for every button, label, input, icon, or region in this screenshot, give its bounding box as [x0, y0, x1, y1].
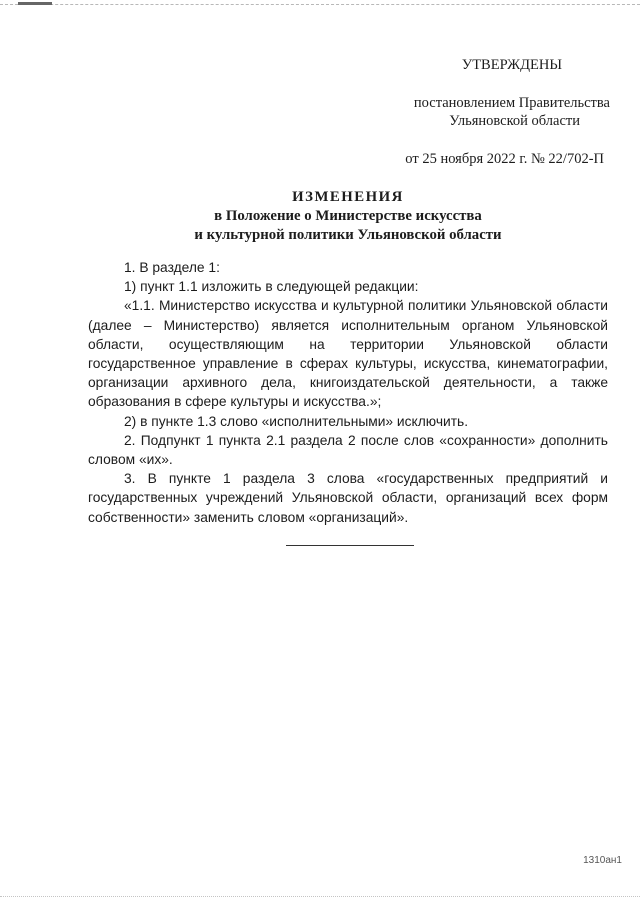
- scan-edge-top: [0, 4, 640, 6]
- paragraph-item1-text: «1.1. Министерство искусства и культурной политики Ульяновской области (далее – Министерство) является исполнительным органом Ульяновской области, осуществляющим на территории Ульяновской области государственное управление в сферах культуры, искусства, кинематографии, организации архивного дела, книгоиздательской деятельности, а также образования в сфере культуры и искусства.»;: [88, 298, 608, 410]
- document-heading: [88, 188, 608, 245]
- paragraph-section2: 2. Подпункт 1 пункта 2.1 раздела 2 после слов «сохранности» дополнить словом «их».: [88, 432, 608, 468]
- document-title: ИЗМЕНЕНИЯ: [292, 189, 404, 205]
- closing-separator: [286, 545, 414, 546]
- approval-block: [310, 56, 610, 168]
- approval-basis-line1: постановлением Правительства: [413, 95, 610, 111]
- approval-date: от 25 ноября 2022 г. № 22/702-П: [405, 151, 604, 167]
- approval-title: УТВЕРЖДЕНЫ: [461, 57, 562, 73]
- document-subtitle-line1: в Положение о Министерстве искусства: [214, 208, 482, 224]
- approval-basis-line2: Ульяновской области: [449, 113, 580, 129]
- paragraph-section3: 3. В пункте 1 раздела 3 слова «государственных предприятий и государственных учреждений Ульяновской области, организаций всех форм собственности» заменить словом «организаций».: [88, 471, 608, 525]
- approval-basis: [310, 94, 610, 130]
- scan-mark: [18, 2, 52, 5]
- paragraph-item2: 2) в пункте 1.3 слово «исполнительными» исключить.: [124, 413, 469, 429]
- footer-code: 1310ан1: [583, 855, 622, 866]
- document-body: [88, 258, 608, 527]
- document-subtitle-line2: и культурной политики Ульяновской области: [194, 227, 502, 243]
- scan-edge-bottom: [0, 896, 640, 898]
- paragraph-section1: 1. В разделе 1:: [124, 260, 220, 275]
- paragraph-item1: 1) пункт 1.1 изложить в следующей редакции:: [124, 279, 419, 295]
